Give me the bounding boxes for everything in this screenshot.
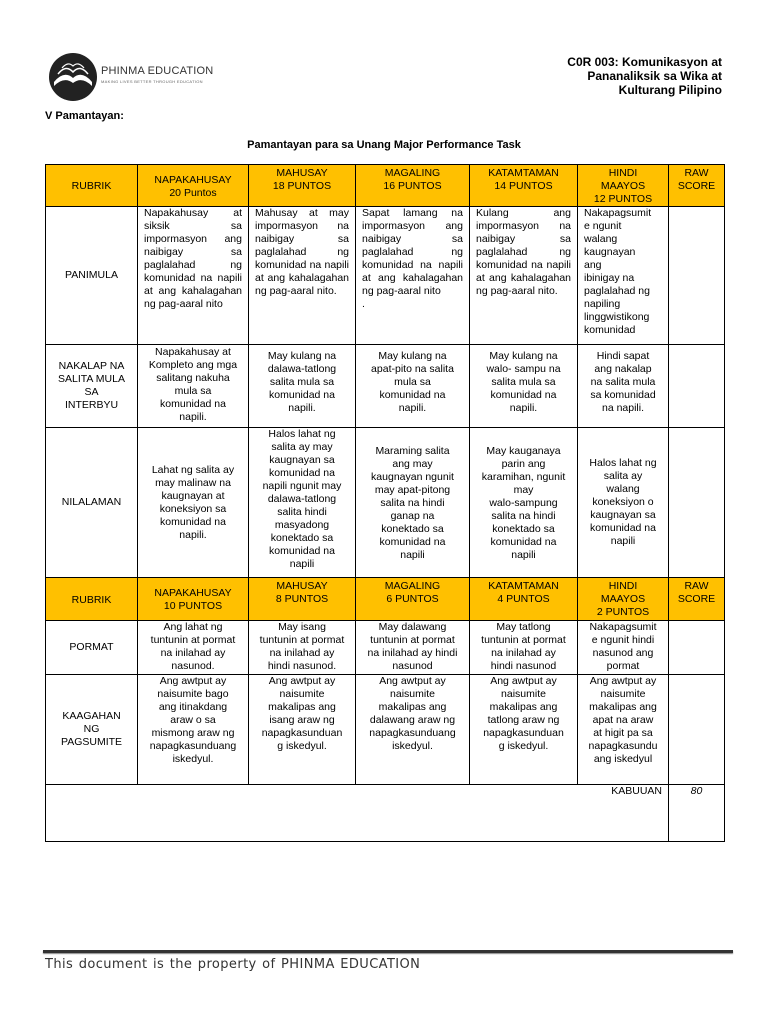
header-level: NAPAKAHUSAY 20 Puntos xyxy=(138,165,249,207)
logo-tagline: MAKING LIVES BETTER THROUGH EDUCATION xyxy=(101,79,203,84)
rubric-cell: Ang awtput ay naisumite bago ang itinakdang araw o sa mismong araw ng napagkasunduang iskedyul. xyxy=(138,675,249,785)
raw-score-cell[interactable] xyxy=(669,345,725,428)
total-value: 80 xyxy=(669,785,725,842)
rubric-cell: Halos lahat ng salita ay walang koneksiyon o kaugnayan sa komunidad na napili xyxy=(578,428,669,578)
rubric-cell: Sapat lamang na impormasyon ang naibigay sa paglalahad ng komunidad na napili at ang kahalagahan ng pag-aaral nito . xyxy=(356,207,470,345)
rubric-cell: Halos lahat ng salita ay may kaugnayan sa komunidad na napili ngunit may dalawa-tatlong salita hindi masyadong konektado sa komunidad na napili xyxy=(249,428,356,578)
rubric-cell: May tatlong tuntunin at pormat na inilahad ay hindi nasunod xyxy=(470,621,578,675)
rubric-cell: Nakapagsumit e ngunit walang kaugnayan ang ibinigay na paglalahad ng napiling linggwistikong komunidad xyxy=(578,207,669,345)
header-level: NAPAKAHUSAY 10 PUNTOS xyxy=(138,578,249,621)
header-raw-score: RAW SCORE xyxy=(669,165,725,207)
table-row xyxy=(46,428,725,578)
rubric-cell: Kulang ang impormasyon na naibigay sa paglalahad ng komunidad na napili at ang kahalagahan ng pag-aaral nito. xyxy=(470,207,578,345)
rubric-cell: May kulang na dalawa-tatlong salita mula sa komunidad na napili. xyxy=(249,345,356,428)
criterion-label: KAAGAHAN NG PAGSUMITE xyxy=(46,675,138,785)
header-raw-score: RAW SCORE xyxy=(669,578,725,621)
total-row xyxy=(46,785,725,842)
header-level: KATAMTAMAN 4 PUNTOS xyxy=(470,578,578,621)
total-label: KABUUAN xyxy=(46,785,669,842)
footer-text: This document is the property of PHINMA EDUCATION xyxy=(45,957,421,972)
rubric-cell: Ang awtput ay naisumite makalipas ang tatlong araw ng napagkasunduan g iskedyul. xyxy=(470,675,578,785)
header-level: MAGALING 16 PUNTOS xyxy=(356,165,470,207)
course-line: C0R 003: Komunikasyon at xyxy=(567,55,722,69)
rubric-cell: Hindi sapat ang nakalap na salita mula sa komunidad na napili. xyxy=(578,345,669,428)
section-title: V Pamantayan: xyxy=(45,110,124,122)
table-row xyxy=(46,207,725,345)
raw-score-cell[interactable] xyxy=(669,428,725,578)
header-level: MAHUSAY 8 PUNTOS xyxy=(249,578,356,621)
course-line: Kulturang Pilipino xyxy=(618,83,722,97)
rubric-table xyxy=(45,164,725,842)
raw-score-cell[interactable] xyxy=(669,675,725,785)
header-level: HINDI MAAYOS 12 PUNTOS xyxy=(578,165,669,207)
table-row xyxy=(46,675,725,785)
rubric-cell: Napakahusay at siksik sa impormasyon ang naibigay sa paglalahad ng komunidad na napili at ang kahalagahan ng pag-aaral nito xyxy=(138,207,249,345)
footer-divider xyxy=(43,950,733,953)
rubric-cell: Napakahusay at Kompleto ang mga salitang nakuha mula sa komunidad na napili. xyxy=(138,345,249,428)
rubric-cell: Ang awtput ay naisumite makalipas ang apat na araw at higit pa sa napagkasundu ang iskedyul xyxy=(578,675,669,785)
raw-score-cell[interactable] xyxy=(669,621,725,675)
raw-score-cell[interactable] xyxy=(669,207,725,345)
rubric-header-row xyxy=(46,578,725,621)
header-rubrik: RUBRIK xyxy=(46,578,138,621)
rubric-cell: May kauganaya parin ang karamihan, ngunit may walo-sampung salita na hindi konektado sa komunidad na napili xyxy=(470,428,578,578)
table-row xyxy=(46,345,725,428)
criterion-label: PANIMULA xyxy=(46,207,138,345)
table-title: Pamantayan para sa Unang Major Performance Task xyxy=(247,139,521,151)
phinma-emblem-icon xyxy=(48,52,98,102)
rubric-cell: Nakapagsumit e ngunit hindi nasunod ang pormat xyxy=(578,621,669,675)
course-title xyxy=(502,55,722,97)
rubric-cell: May kulang na apat-pito na salita mula sa komunidad na napili. xyxy=(356,345,470,428)
rubric-cell: Ang awtput ay naisumite makalipas ang isang araw ng napagkasunduan g iskedyul. xyxy=(249,675,356,785)
rubric-cell: Maraming salita ang may kaugnayan ngunit may apat-pitong salita na hindi ganap na konektado sa komunidad na napili xyxy=(356,428,470,578)
rubric-cell: Mahusay at may impormasyon na naibigay sa paglalahad ng komunidad na napili at ang kahalagahan ng pag-aaral nito. xyxy=(249,207,356,345)
header-level: KATAMTAMAN 14 PUNTOS xyxy=(470,165,578,207)
header-rubrik: RUBRIK xyxy=(46,165,138,207)
phinma-logo xyxy=(48,52,218,102)
rubric-cell: Ang awtput ay naisumite makalipas ang dalawang araw ng napagkasunduang iskedyul. xyxy=(356,675,470,785)
course-line: Pananaliksik sa Wika at xyxy=(587,69,722,83)
table-row xyxy=(46,621,725,675)
rubric-cell: May isang tuntunin at pormat na inilahad ay hindi nasunod. xyxy=(249,621,356,675)
rubric-cell: Ang lahat ng tuntunin at pormat na inilahad ay nasunod. xyxy=(138,621,249,675)
criterion-label: NAKALAP NA SALITA MULA SA INTERBYU xyxy=(46,345,138,428)
rubric-header-row xyxy=(46,165,725,207)
logo-text: PHINMA EDUCATION xyxy=(101,65,214,77)
header-level: MAGALING 6 PUNTOS xyxy=(356,578,470,621)
header-level: HINDI MAAYOS 2 PUNTOS xyxy=(578,578,669,621)
criterion-label: PORMAT xyxy=(46,621,138,675)
rubric-cell: May kulang na walo- sampu na salita mula sa komunidad na napili. xyxy=(470,345,578,428)
rubric-cell: May dalawang tuntunin at pormat na inilahad ay hindi nasunod xyxy=(356,621,470,675)
rubric-cell: Lahat ng salita ay may malinaw na kaugnayan at koneksiyon sa komunidad na napili. xyxy=(138,428,249,578)
header-level: MAHUSAY 18 PUNTOS xyxy=(249,165,356,207)
criterion-label: NILALAMAN xyxy=(46,428,138,578)
